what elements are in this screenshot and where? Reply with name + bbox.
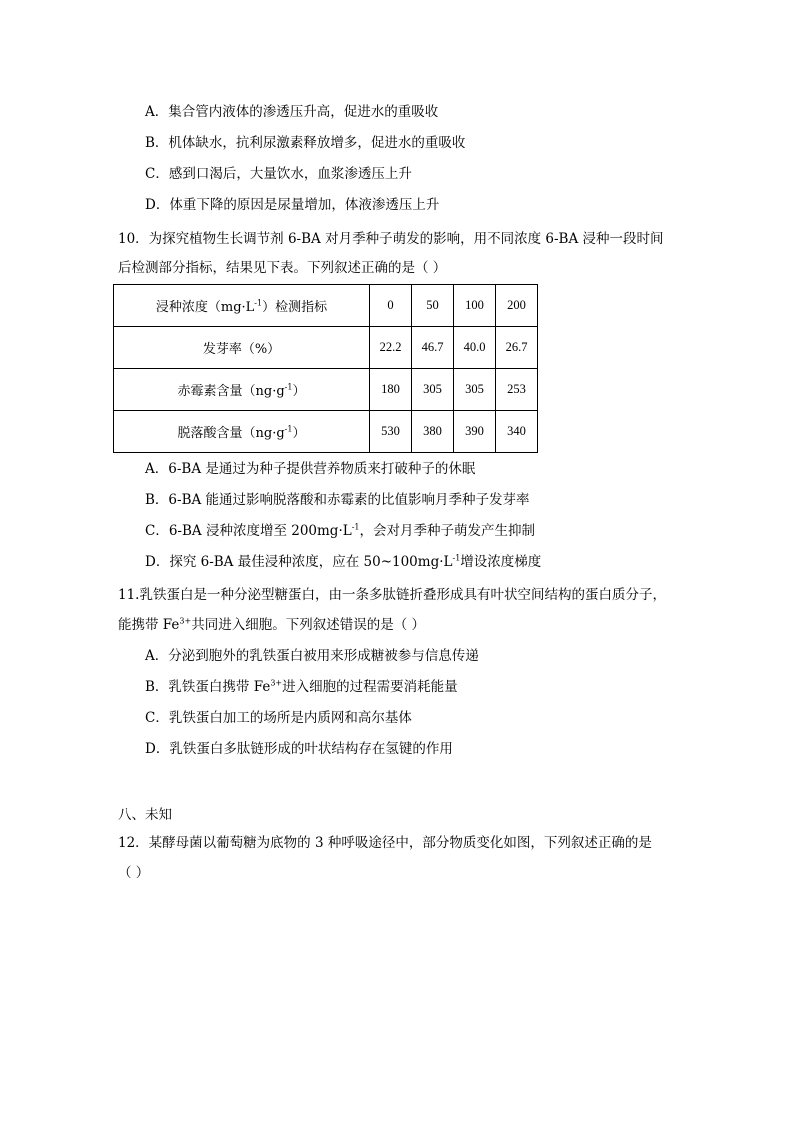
q9-option-a: A．集合管内液体的渗透压升高，促进水的重吸收 — [145, 104, 439, 120]
table-cell: 26.7 — [496, 327, 538, 369]
q10-stem-line2: 后检测部分指标，结果见下表。下列叙述正确的是（ ） — [118, 260, 447, 276]
q9-option-b: B．机体缺水，抗利尿激素释放增多，促进水的重吸收 — [145, 135, 466, 151]
table-cell: 253 — [496, 369, 538, 411]
q11-option-a: A．分泌到胞外的乳铁蛋白被用来形成糖被参与信息传递 — [145, 648, 479, 664]
table-header-row — [114, 285, 538, 327]
q10-option-c: C．6-BA 浸种浓度增至 $200mg\cdot L^{-1}$，会对月季种子萌发产生抑制 — [145, 522, 535, 539]
q12-stem-line2: （ ） — [118, 865, 150, 881]
table-row — [114, 411, 538, 453]
table-row-label: 脱落酸含量$(ng\cdot g^{-1})$ — [114, 411, 370, 453]
q12-stem-line1: 12．某酵母菌以葡萄糖为底物的 3 种呼吸途径中，部分物质变化如图，下列叙述正确的是 — [118, 835, 652, 851]
table-row — [114, 327, 538, 369]
table-cell: 305 — [454, 369, 496, 411]
table-cell: 46.7 — [412, 327, 454, 369]
q10-data-table — [113, 284, 538, 453]
q10-option-a: A．6-BA 是通过为种子提供营养物质来打破种子的休眠 — [145, 461, 476, 477]
table-cell: 40.0 — [454, 327, 496, 369]
q9-option-c: C．感到口渴后，大量饮水，血浆渗透压上升 — [145, 166, 412, 182]
table-cell: 180 — [370, 369, 412, 411]
q11-option-b: B．乳铁蛋白携带 $Fe^{3+}$进入细胞的过程需要消耗能量 — [145, 678, 458, 695]
table-header-cell: 50 — [412, 285, 454, 327]
table-header-cell: 200 — [496, 285, 538, 327]
table-header-label: 浸种浓度$(mg\cdot L^{-1})$检测指标 — [114, 285, 370, 327]
table-row-label: 发芽率（%） — [114, 327, 370, 369]
table-header-cell: 100 — [454, 285, 496, 327]
q11-option-c: C．乳铁蛋白加工的场所是内质网和高尔基体 — [145, 710, 412, 726]
q10-option-b: B．6-BA 能通过影响脱落酸和赤霉素的比值影响月季种子发芽率 — [145, 492, 530, 508]
table-header-cell: 0 — [370, 285, 412, 327]
q11-option-d: D．乳铁蛋白多肽链形成的叶状结构存在氢键的作用 — [145, 741, 453, 757]
q11-stem-line2: 能携带 $Fe^{3+}$共同进入细胞。下列叙述错误的是（ ） — [118, 616, 426, 633]
table-cell: 390 — [454, 411, 496, 453]
table-cell: 380 — [412, 411, 454, 453]
section-heading: 八、未知 — [118, 807, 172, 823]
q10-option-d: D．探究 6-BA 最佳浸种浓度，应在 $50\sim 100mg\cdot L^{-1}$增设浓度梯度 — [145, 553, 542, 570]
table-row — [114, 369, 538, 411]
q9-option-d: D．体重下降的原因是尿量增加，体液渗透压上升 — [145, 197, 440, 213]
table-row-label: 赤霉素含量$(ng\cdot g^{-1})$ — [114, 369, 370, 411]
table-cell: 305 — [412, 369, 454, 411]
table-cell: 22.2 — [370, 327, 412, 369]
table-cell: 340 — [496, 411, 538, 453]
q10-stem-line1: 10．为探究植物生长调节剂 6-BA 对月季种子萌发的影响，用不同浓度 6-BA 浸种一段时间 — [118, 231, 664, 247]
q11-stem-line1: 11.乳铁蛋白是一种分泌型糖蛋白，由一条多肽链折叠形成具有叶状空间结构的蛋白质分子， — [118, 587, 666, 603]
table-cell: 530 — [370, 411, 412, 453]
